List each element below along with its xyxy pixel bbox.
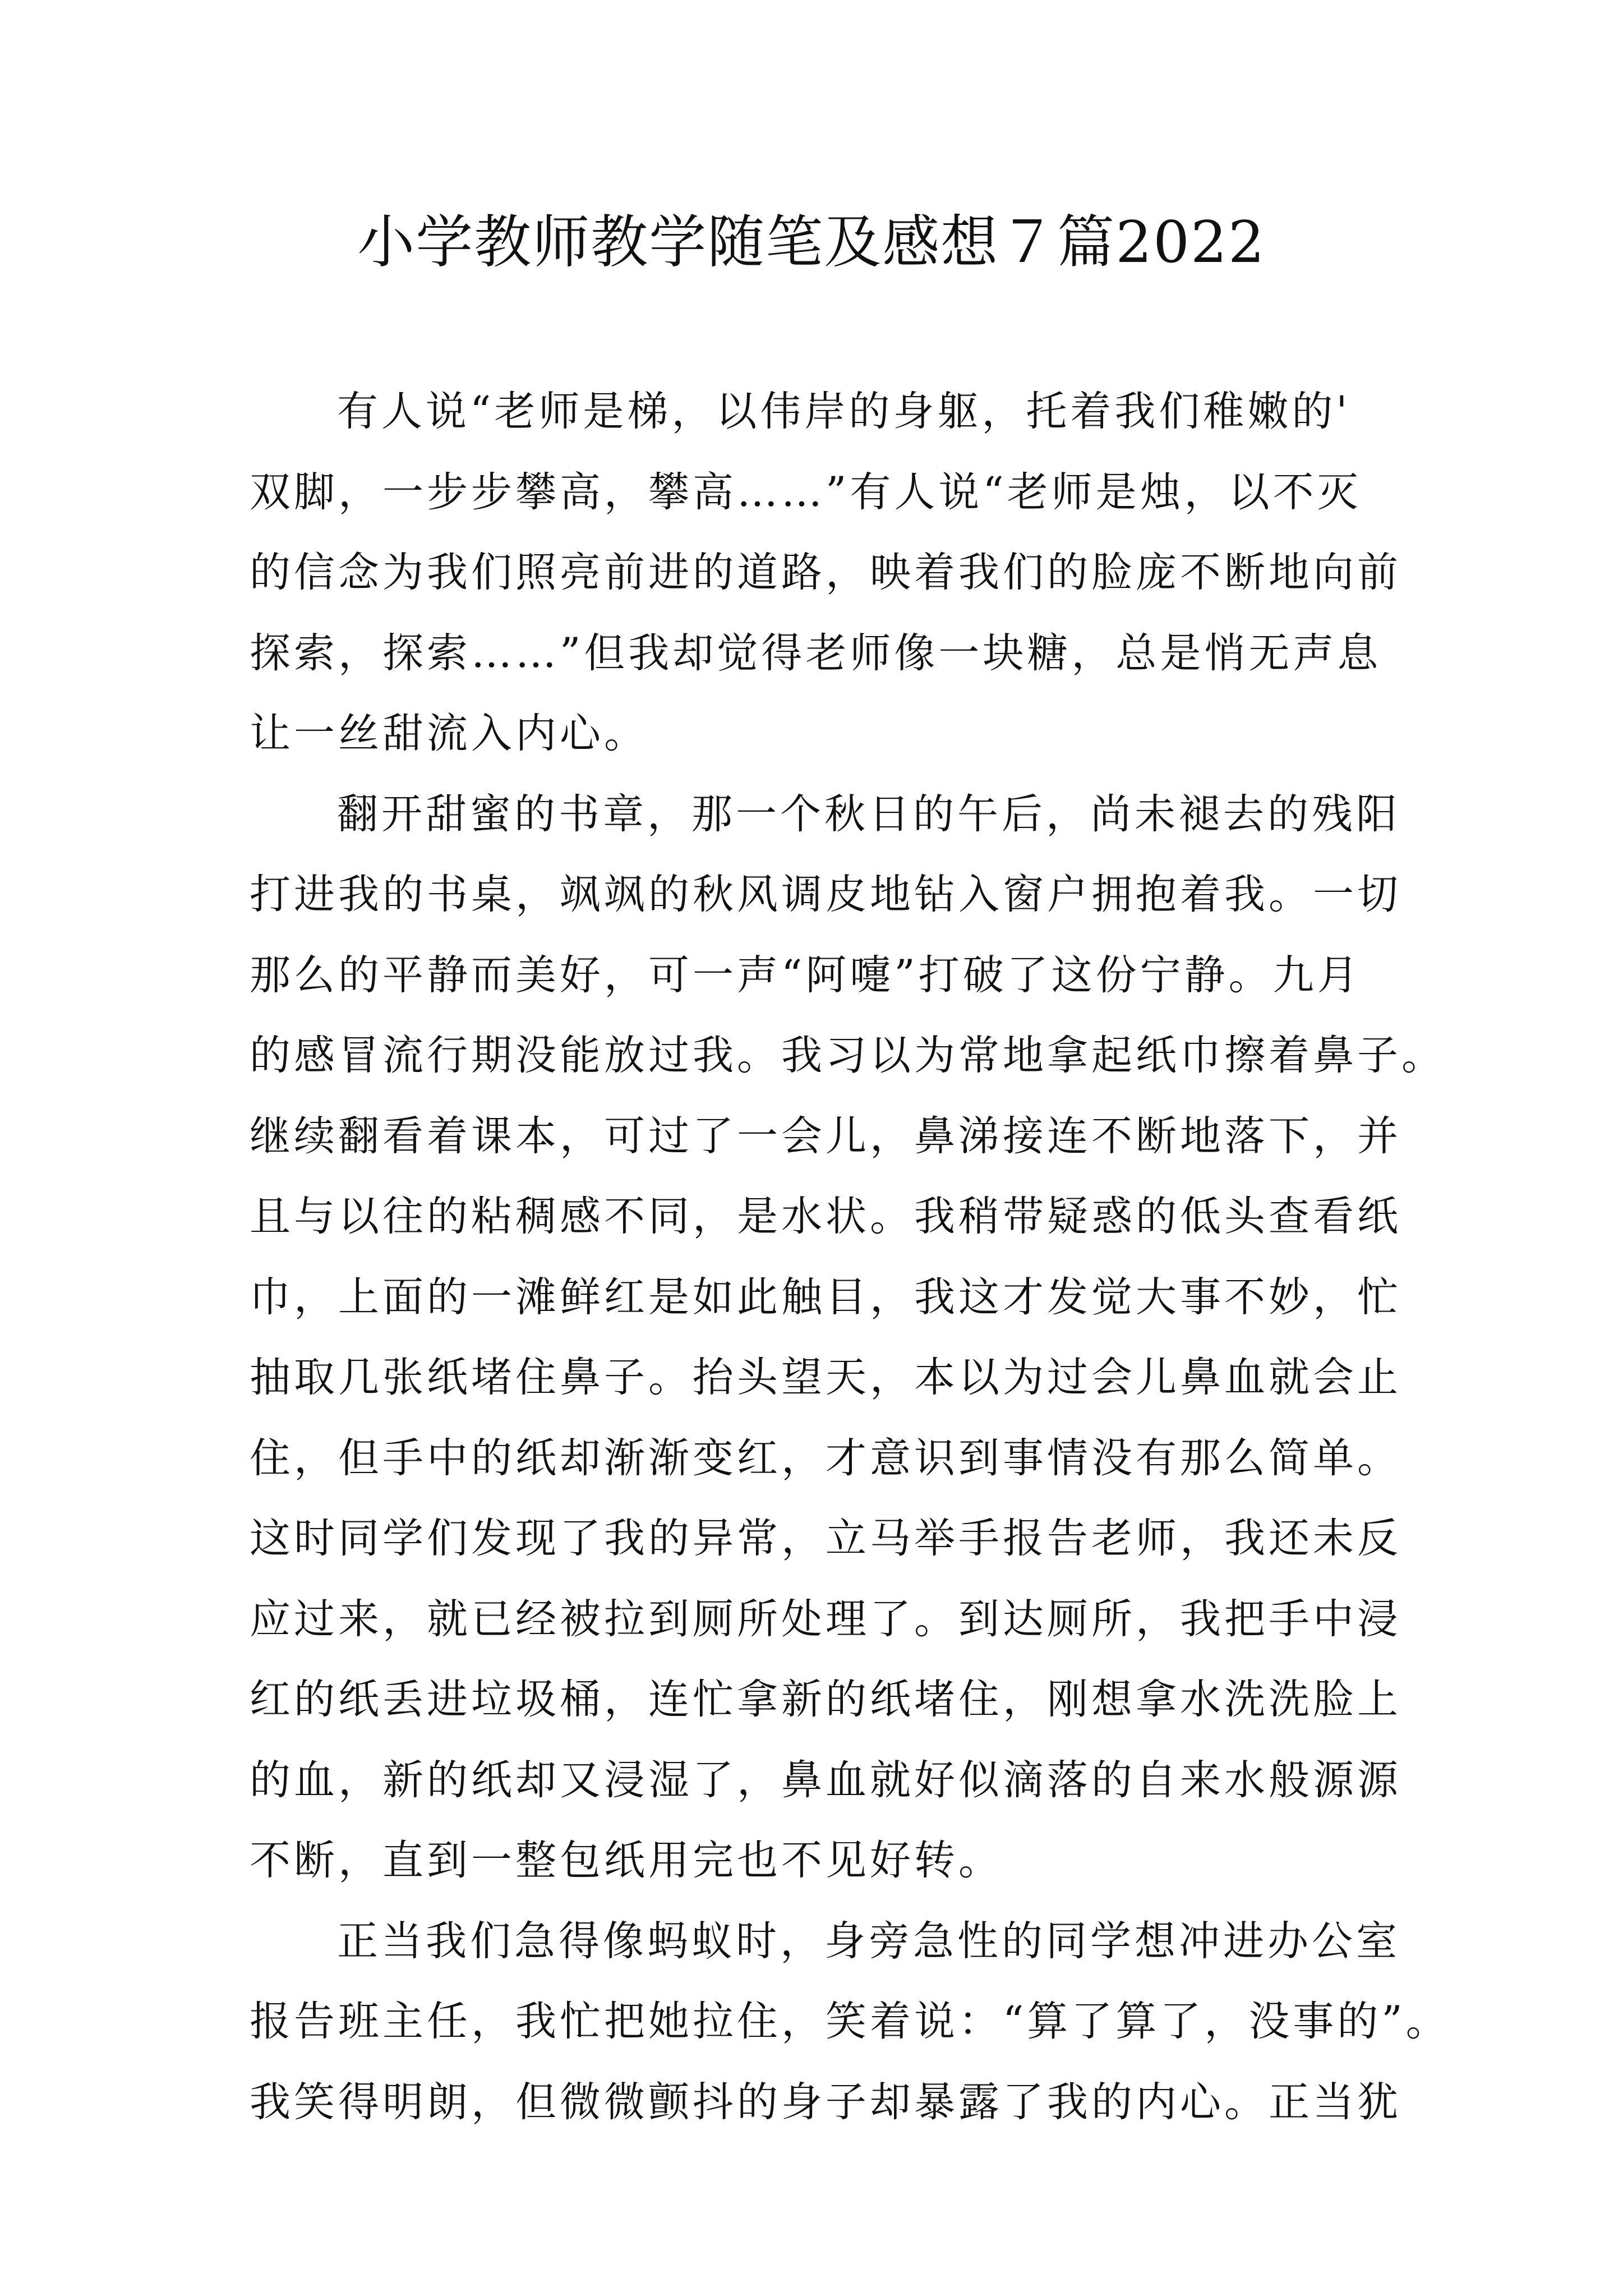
text-line: 的感冒流行期没能放过我。我习以为常地拿起纸巾擦着鼻子。 [250, 1032, 1446, 1079]
text-line: 正当我们急得像蚂蚁时，身旁急性的同学想冲进办公室 [337, 1917, 1400, 1965]
document-body [250, 371, 1450, 2142]
text-line: 探索，探索……”但我却觉得老师像一块糖，总是悄无声息 [250, 629, 1382, 677]
text-line: 翻开甜蜜的书章，那一个秋日的午后，尚未褪去的残阳 [337, 790, 1400, 838]
text-line: 有人说“老师是梯，以伟岸的身躯，托着我们稚嫩的' [337, 388, 1351, 435]
paragraph-1 [250, 371, 1401, 774]
text-line: 的血，新的纸却又浸湿了，鼻血就好似滴落的自来水般源源 [250, 1756, 1401, 1804]
text-line: 抽取几张纸堵住鼻子。抬头望天，本以为过会儿鼻血就会止 [250, 1354, 1401, 1401]
text-line: 继续翻看着课本，可过了一会儿，鼻涕接连不断地落下，并 [250, 1112, 1401, 1160]
text-line: 且与以往的粘稠感不同，是水状。我稍带疑惑的低头查看纸 [250, 1193, 1401, 1240]
text-line: 红的纸丢进垃圾桶，连忙拿新的纸堵住，刚想拿水洗洗脸上 [250, 1676, 1401, 1723]
text-line: 这时同学们发现了我的异常，立马举手报告老师，我还未反 [250, 1515, 1401, 1562]
text-line: 报告班主任，我忙把她拉住，笑着说：“算了算了，没事的”。 [250, 1998, 1450, 2045]
text-line: 打进我的书桌，飒飒的秋风调皮地钻入窗户拥抱着我。一切 [250, 871, 1401, 918]
text-line: 住，但手中的纸却渐渐变红，才意识到事情没有那么简单。 [250, 1434, 1401, 1482]
text-line: 让一丝甜流入内心。 [250, 710, 648, 757]
text-line: 的信念为我们照亮前进的道路，映着我们的脸庞不断地向前 [250, 549, 1401, 596]
paragraph-2 [250, 774, 1446, 1901]
document-title: 小学教师教学随笔及感想７篇2022 [357, 209, 1266, 276]
text-line: 双脚，一步步攀高，攀高……”有人说“老师是烛，以不灭 [250, 468, 1362, 516]
text-line: 那么的平静而美好，可一声“阿嚏”打破了这份宁静。九月 [250, 951, 1362, 999]
text-line: 巾，上面的一滩鲜红是如此触目，我这才发觉大事不妙，忙 [250, 1273, 1401, 1321]
text-line: 我笑得明朗，但微微颤抖的身子却暴露了我的内心。正当犹 [250, 2078, 1401, 2126]
paragraph-3 [250, 1901, 1450, 2143]
text-line: 应过来，就已经被拉到厕所处理了。到达厕所，我把手中浸 [250, 1595, 1401, 1643]
text-line: 不断，直到一整包纸用完也不见好转。 [250, 1837, 1003, 1884]
